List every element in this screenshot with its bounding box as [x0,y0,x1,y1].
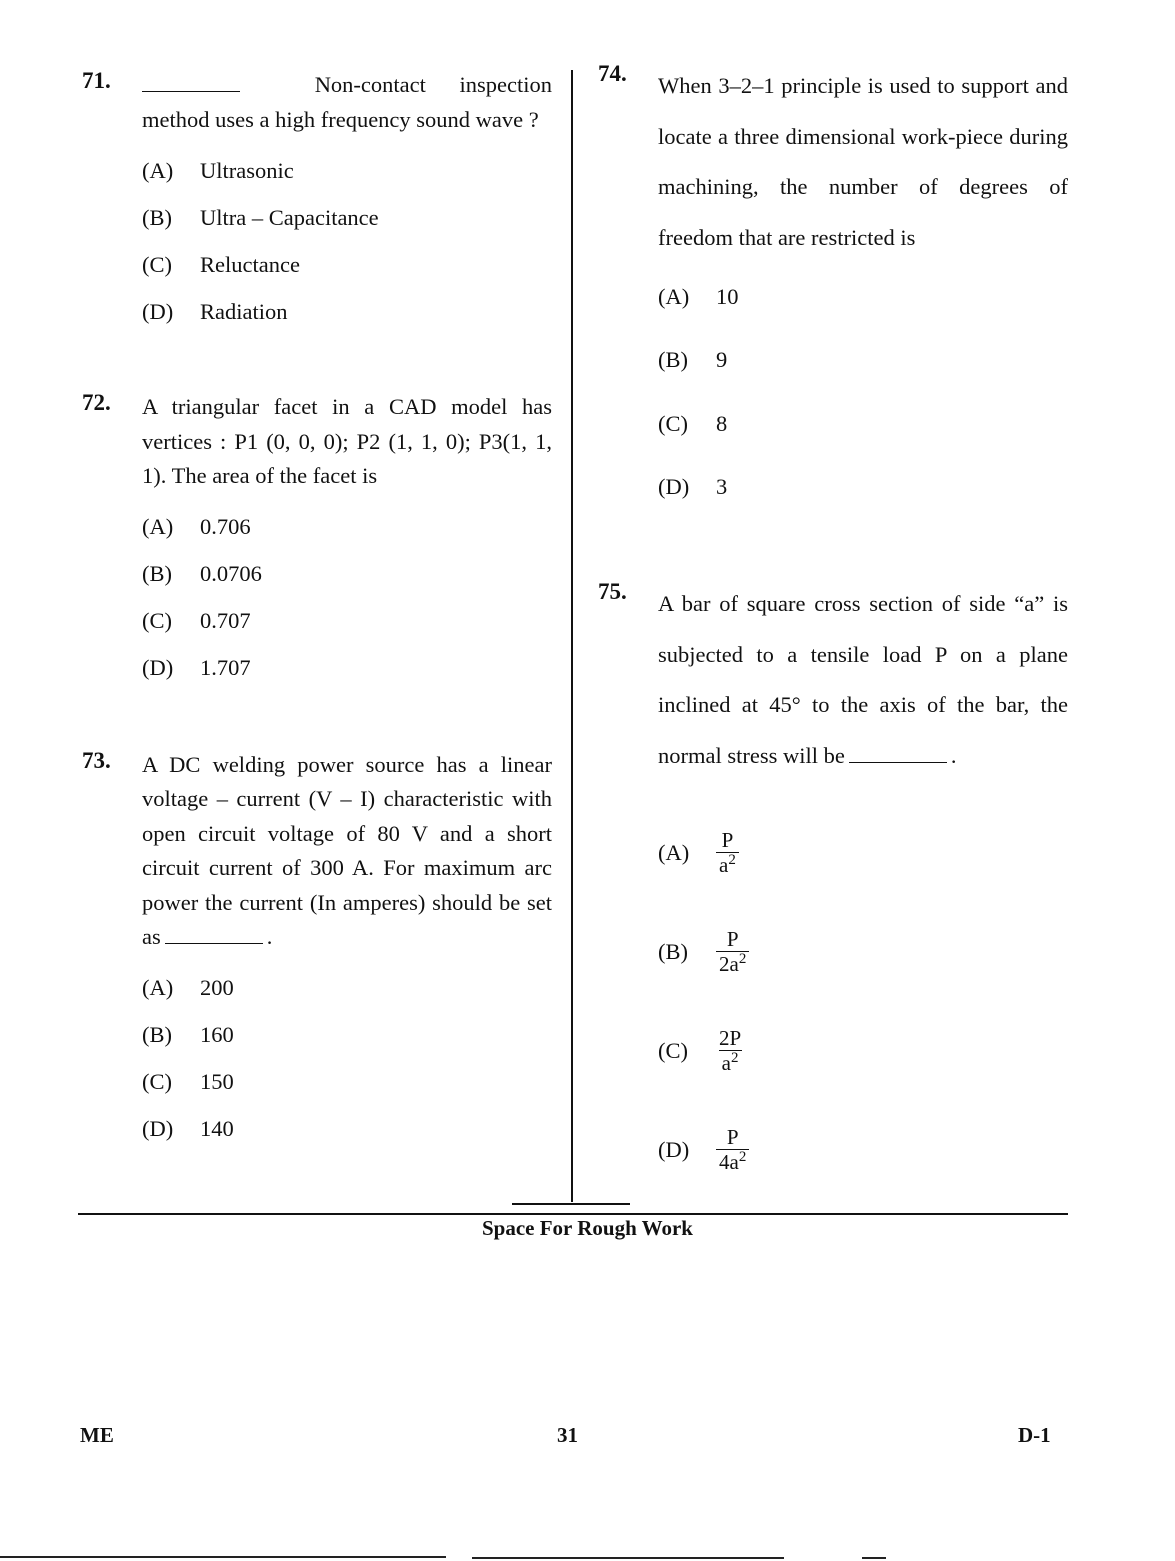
left-column [82,68,552,1153]
option-d[interactable] [658,1100,1068,1199]
bottom-edge-line [0,1556,446,1558]
option-text: 1.707 [200,655,251,680]
fraction [716,1125,749,1174]
question-text: When 3–2–1 principle is used to support and locate a three dimensional work-piece during machining, the number of degrees of freedom that are restricted is [658,73,1068,250]
option-a[interactable] [142,147,552,194]
option-b[interactable] [658,902,1068,1001]
fraction [716,1026,744,1075]
numerator: P [726,927,739,951]
option-a[interactable] [142,965,552,1012]
denominator [716,951,749,976]
option-text: 150 [200,1069,234,1094]
option-b[interactable] [142,194,552,241]
option-c[interactable] [142,241,552,288]
denominator-base: 4a [719,1150,739,1174]
exponent: 2 [728,852,736,868]
option-label: (D) [142,298,174,324]
bottom-edge-line [472,1557,784,1559]
option-text: 140 [200,1116,234,1141]
option-label: (D) [142,1116,174,1141]
fraction [716,828,739,877]
option-c[interactable] [658,1001,1068,1100]
option-b[interactable] [658,329,1068,393]
option-a[interactable] [658,265,1068,329]
question-text: A triangular facet in a CAD model has vertices : P1 (0, 0, 0); P2 (1, 1, 0); P3(1, 1, 1). The area of the facet is [142,394,552,488]
option-label: (B) [142,1022,172,1047]
question-text-rest: method uses a high frequency sound wave ? [142,106,539,132]
option-text: 8 [716,410,728,436]
column-divider-foot [512,1203,630,1205]
option-text: Ultra – Capacitance [200,204,379,230]
options [658,803,1068,1199]
exponent: 2 [731,1050,739,1066]
question-71 [82,68,552,335]
answer-blank [849,762,947,763]
options [658,265,1068,519]
option-label: (A) [142,975,174,1000]
option-label: (A) [142,514,174,539]
option-d[interactable] [142,1106,552,1153]
option-label: (A) [658,283,690,309]
option-d[interactable] [142,288,552,335]
options [142,504,552,692]
option-d[interactable] [658,456,1068,520]
footer-subject-code: ME [80,1423,114,1447]
option-a[interactable] [142,504,552,551]
question-text-end: . [950,742,957,768]
option-label: (B) [658,938,688,964]
question-number: 74. [598,61,627,86]
footer-page-number: 31 [557,1423,578,1447]
answer-blank [165,943,263,944]
numerator: 2P [719,1026,742,1050]
option-label: (D) [142,655,174,680]
option-label: (B) [142,561,172,586]
numerator: P [726,1125,739,1149]
option-b[interactable] [142,551,552,598]
exponent: 2 [738,1149,747,1165]
option-label: (D) [658,1136,690,1162]
denominator [719,1050,742,1075]
question-text [142,68,552,137]
option-label: (B) [142,204,172,230]
footer-booklet-code: D-1 [1018,1423,1051,1447]
question-text [142,748,552,955]
question-number: 75. [598,579,627,604]
option-label: (C) [658,1037,688,1063]
answer-blank [142,91,240,92]
option-b[interactable] [142,1012,552,1059]
option-text: 0.707 [200,608,251,633]
option-label: (C) [142,251,172,277]
right-column [598,61,1068,1199]
question-72 [82,390,552,692]
option-text: 200 [200,975,234,1000]
option-c[interactable] [142,598,552,645]
option-text: 160 [200,1022,234,1047]
question-text-body: A bar of square cross section of side “a” is subjected to a tensile load P on a plane inclined at 45° to the axis of the bar, the normal stress will be [658,591,1068,768]
question-text-line: Non-contact inspection [314,72,552,97]
column-divider [571,70,573,1202]
option-label: (C) [658,410,688,436]
question-text [658,579,1068,781]
option-label: (A) [658,839,690,865]
denominator-base: a [721,1051,731,1075]
denominator-base: a [719,853,729,877]
options [142,147,552,335]
option-text: Radiation [200,298,288,324]
bottom-edge-line [862,1557,886,1559]
option-label: (B) [658,347,688,373]
option-text: 3 [716,474,728,500]
question-text-end: . [266,924,273,949]
option-label: (A) [142,157,174,183]
option-text: 0.0706 [200,561,262,586]
option-c[interactable] [658,392,1068,456]
rough-work-rule [78,1213,1068,1215]
option-c[interactable] [142,1059,552,1106]
question-number: 71. [82,68,111,93]
option-d[interactable] [142,645,552,692]
option-text: Ultrasonic [200,157,294,183]
question-75 [598,579,1068,1199]
option-label: (C) [142,608,172,633]
fraction [716,927,749,976]
options [142,965,552,1153]
denominator [716,1149,749,1174]
option-text: 10 [716,283,739,309]
question-74 [598,61,1068,519]
question-73 [82,748,552,1153]
question-text-body: A DC welding power source has a linear voltage – current (V – I) characteristic with open circuit voltage of 80 V and a short circuit current of 300 A. For maximum arc power the current (In amperes) should be set as [142,751,552,949]
denominator [716,852,739,877]
question-number: 72. [82,390,111,415]
numerator: P [721,828,734,852]
option-text: Reluctance [200,251,300,277]
option-text: 9 [716,347,728,373]
option-label: (D) [658,474,690,500]
rough-work-heading: Space For Rough Work [481,1216,693,1240]
exponent: 2 [738,951,747,967]
option-label: (C) [142,1069,172,1094]
question-number: 73. [82,747,111,773]
option-a[interactable] [658,803,1068,902]
option-text: 0.706 [200,514,251,539]
denominator-base: 2a [719,952,739,976]
